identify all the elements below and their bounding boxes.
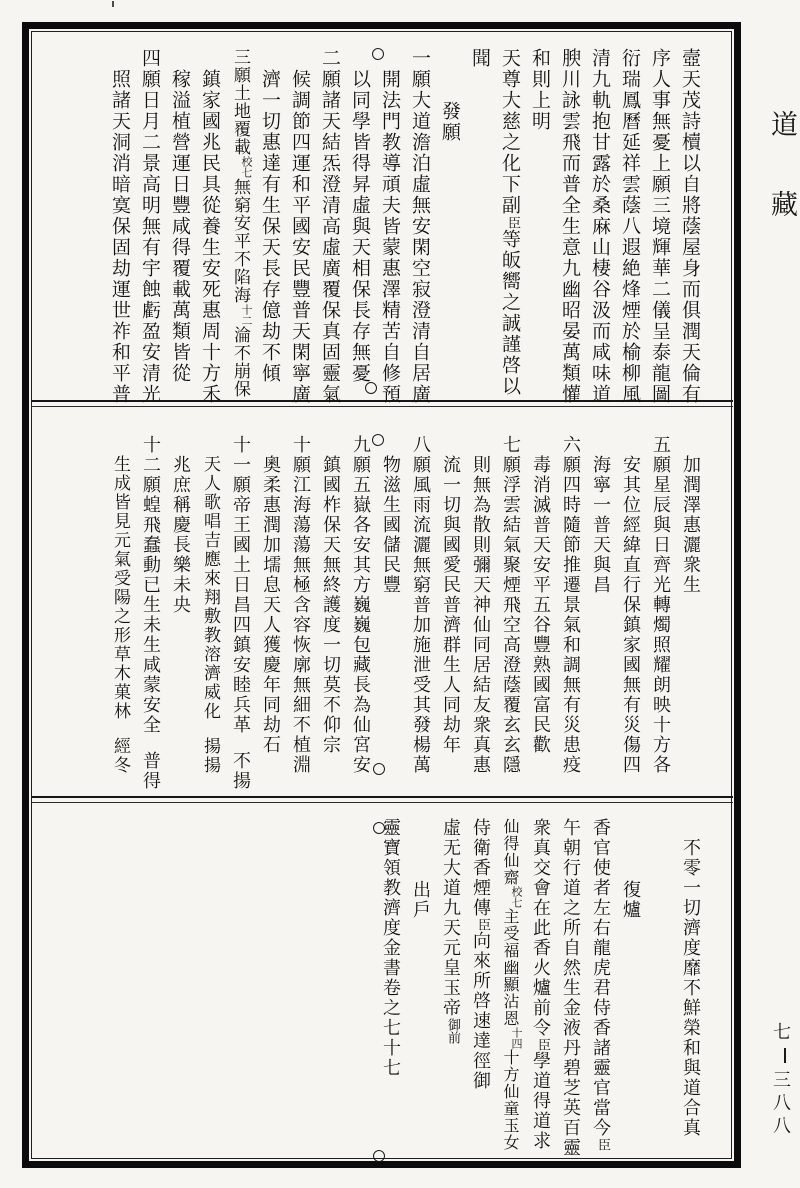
section-header-column: 復爐 [620, 880, 641, 920]
text-column: 侍衛香煙傳臣向來所啓速達徑御 [465, 818, 495, 1172]
text-column: 加潤澤惠灑衆生 [680, 455, 701, 595]
collation-note: 十四 [510, 1027, 523, 1049]
section-header-column: 出戶 [410, 880, 431, 920]
text-column: 天尊大慈之化下副臣等皈嚮之誠謹啓以 [495, 48, 525, 417]
small-inline-char: 臣 [475, 918, 490, 931]
small-inline-char: 臣 [505, 216, 520, 229]
text-column: 照諸天洞消暗寞保固劫運世祚和平普 [109, 69, 131, 405]
text-column: 鎮家國兆民具從養生安死惠周十方禾 [199, 69, 221, 405]
text-column: 虛无大道九天元皇玉帝御前 [435, 818, 465, 1172]
text-column: 二願諸天結炁澄清高虛廣覆保真固靈氣 [319, 48, 341, 405]
text-column: 候調節四運和平國安民豐普天閑寧廣 [289, 69, 311, 405]
small-inline-char: 臣 [595, 1138, 610, 1151]
text-column: 安其位經緯直行保鎮家國無有災傷四 [620, 455, 641, 775]
text-column: 和則上明 [529, 48, 551, 132]
small-inline-char: 臣 [535, 1038, 550, 1051]
text-column: 兆庶稱慶長樂未央 [170, 455, 191, 615]
text-column: 七願浮雲結氣聚煙飛空高澄蔭覆玄玄隱 [500, 435, 521, 775]
section-header-column: 發願 [439, 100, 461, 143]
text-column: 序人事無憂上願三境輝華二儀呈泰龍圖 [649, 48, 671, 405]
text-column: 稼溢植營運日豐咸得覆載萬類皆從 [169, 69, 191, 384]
collation-note: 校七 [240, 156, 253, 178]
fold-marker-circle [373, 763, 385, 775]
text-column: 生成皆見元氣受陽之形草木菓林經冬 [110, 455, 130, 775]
text-column: 香官使者左右龍虎君侍香諸靈官當今臣 [585, 818, 615, 1172]
text-column: 八願風雨流灑無窮普加施泄受其發楊萬 [410, 435, 431, 775]
text-column: 九願五嶽各安其方巍巍包藏長為仙宮安 [350, 435, 371, 775]
fold-marker-circle [373, 1150, 385, 1162]
page-number [767, 1022, 794, 1139]
text-column: 靈寶領教濟度金書卷之七十七 [380, 818, 401, 1078]
text-column: 十二願蝗飛蠢動已生未生咸蒙安全普得 [140, 435, 161, 791]
fold-marker-circle [372, 48, 384, 60]
text-column: 聞 [469, 48, 491, 69]
text-column: 清九軌抱甘露於桑麻山棲谷汲而咸味道 [589, 48, 611, 405]
text-column: 六願四時隨節推遷景氣和調無有災患疫 [560, 435, 581, 775]
text-column: 壼天茂詩櫝以自將蔭屋身而俱潤天倫有 [679, 48, 701, 405]
text-column: 以同學皆得昇虛與天相保長存無憂 [349, 69, 371, 384]
text-column: 衍瑞鳳曆延祥雲蔭八遐絶烽煙於榆柳風 [619, 48, 641, 405]
text-column: 毒消滅普天安平五谷豐熟國富民歡 [530, 455, 551, 755]
text-column: 十願江海蕩蕩無極含容恢廓無細不植淵 [290, 435, 311, 775]
text-column: 三願土地覆載校七無窮安平不陷海十二淪不崩保 [230, 48, 253, 398]
text-column: 十一願帝王國土日昌四鎮安睦兵革不揚 [230, 435, 251, 791]
text-column: 一願大道澹泊虛無安閑空寂澄清自居廣 [409, 48, 431, 405]
text-column: 衆真交會在此香火爐前令臣學道得道求 [525, 818, 555, 1172]
page-number-volume: 七 [770, 1022, 791, 1045]
canon-title-zang: 藏 [771, 190, 798, 221]
page-number-digits: 三八八 [770, 1070, 791, 1139]
text-column: 仙得仙齋校七主受福幽顯沾恩十四十方仙童玉女 [501, 818, 523, 1151]
text-column: 天人歌唱吉應來翔敷教溶濟威化揚揚 [200, 455, 220, 775]
collation-note: 校七 [510, 886, 523, 908]
fold-marker-circle [365, 382, 377, 394]
text-column: 午朝行道之所自然生金液丹碧芝英百靈 [560, 818, 581, 1158]
text-column: 濟一切惠達有生保天長存億劫不傾 [259, 69, 281, 384]
text-column: 鎮國柞保天無終護度一切莫不仰宗 [320, 455, 341, 755]
canon-title-dao: 道 [771, 110, 798, 141]
text-column: 奧柔惠潤加壖息天人獲慶年同劫石 [260, 455, 281, 755]
text-column: 腴川詠雲飛而普全生意九幽昭晏萬類懽 [559, 48, 581, 405]
fold-marker-circle [373, 822, 385, 834]
page-number-dash [784, 1048, 786, 1063]
text-column: 海寧一普天與昌 [590, 455, 611, 595]
text-column: 四願日月二景高明無有宇蝕虧盈安清光 [139, 48, 161, 405]
small-inline-char: 御前 [445, 1018, 460, 1044]
text-column: 開法門教導頑夫皆蒙惠澤精苦自修預 [379, 69, 401, 405]
collation-note: 十二 [240, 304, 253, 326]
text-column: 流一切與國愛民普濟群生人同劫年 [440, 455, 461, 755]
text-column: 五願星辰與日齊光轉燭照耀朗映十方各 [650, 435, 671, 775]
fold-marker-circle [372, 434, 384, 446]
text-column: 物滋生國儲民豐 [380, 455, 401, 595]
text-column: 則無為散則彌天神仙同居結友衆真惠 [470, 455, 491, 775]
text-column: 不零一切濟度靡不鮮榮和與道合真 [680, 838, 701, 1138]
